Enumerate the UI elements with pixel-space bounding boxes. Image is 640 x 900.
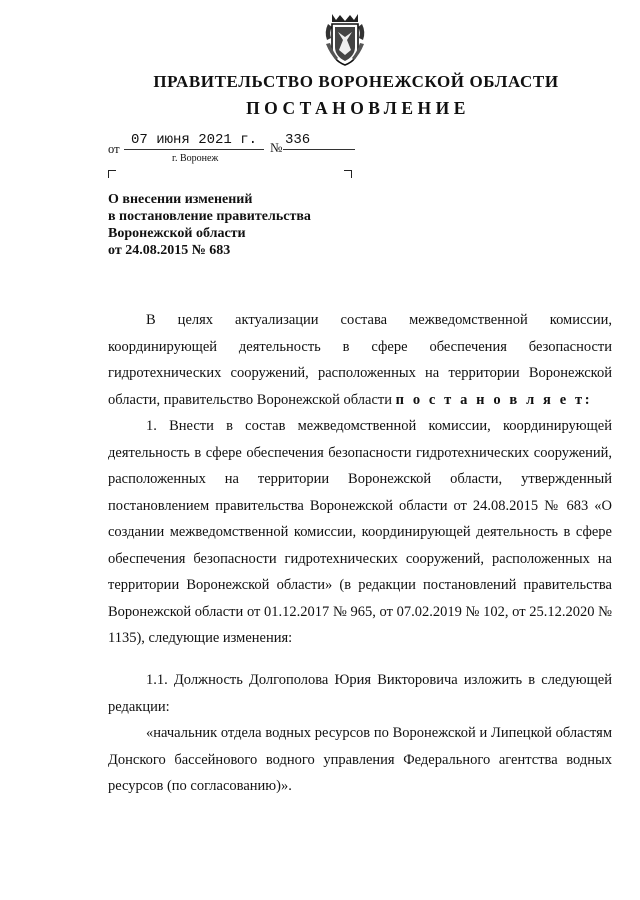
document-date: 07 июня 2021 г. <box>124 132 264 150</box>
city-name: г. Воронеж <box>172 153 219 164</box>
right-corner-mark <box>344 170 352 178</box>
organization-name: ПРАВИТЕЛЬСТВО ВОРОНЕЖСКОЙ ОБЛАСТИ <box>153 72 559 91</box>
body-paragraph-4 <box>108 720 612 800</box>
coat-of-arms-icon <box>322 10 368 68</box>
subject-line: О внесении изменений <box>108 192 253 207</box>
subject-line: от 24.08.2015 № 683 <box>108 243 231 258</box>
subject-line: Воронежской области <box>108 226 246 241</box>
body-paragraph-2 <box>108 413 612 652</box>
subject-line: в постановление правительства <box>108 209 311 224</box>
date-prefix: от <box>108 142 120 156</box>
document-number: 336 <box>283 132 355 150</box>
paragraph-text: 1. Внести в состав межведомственной комиссии, координирующей деятельность в сфере обеспечения безопасности гидротехнических сооружений, расположенных на территории Воронежской области, утвержденный постановлением правительства Воронежской области от 24.08.2015 № 683 «О создании межведомственной комиссии, координирующей деятельность в сфере обеспечения безопасности гидротехнических сооружений, расположенных на территории Воронежской области» (в редакции постановлений правительства Воронежской области от 01.12.2017 № 965, от 07.02.2019 № 102, от 25.12.2020 № 1135), следующие изменения: <box>108 418 612 646</box>
paragraph-text: 1.1. Должность Долгополова Юрия Викторовича изложить в следующей редакции: <box>108 672 612 715</box>
number-sign: № <box>270 140 283 155</box>
paragraph-text: В целях актуализации состава межведомственной комиссии, координирующей деятельность в сфере обеспечения безопасности гидротехнических сооружений, расположенных на территории Воронежской области, правительство Воронежской области <box>108 312 612 408</box>
left-corner-mark <box>108 170 116 178</box>
paragraph-text: «начальник отдела водных ресурсов по Воронежской и Липецкой областям Донского бассейнового водного управления Федерального агентства водных ресурсов (по согласованию)». <box>108 725 612 794</box>
document-type: ПОСТАНОВЛЕНИЕ <box>246 98 470 118</box>
body-paragraph-1 <box>108 307 612 413</box>
body-paragraph-3 <box>108 667 612 720</box>
resolution-keyword: п о с т а н о в л я е т: <box>395 391 593 408</box>
document-subject <box>108 191 311 259</box>
